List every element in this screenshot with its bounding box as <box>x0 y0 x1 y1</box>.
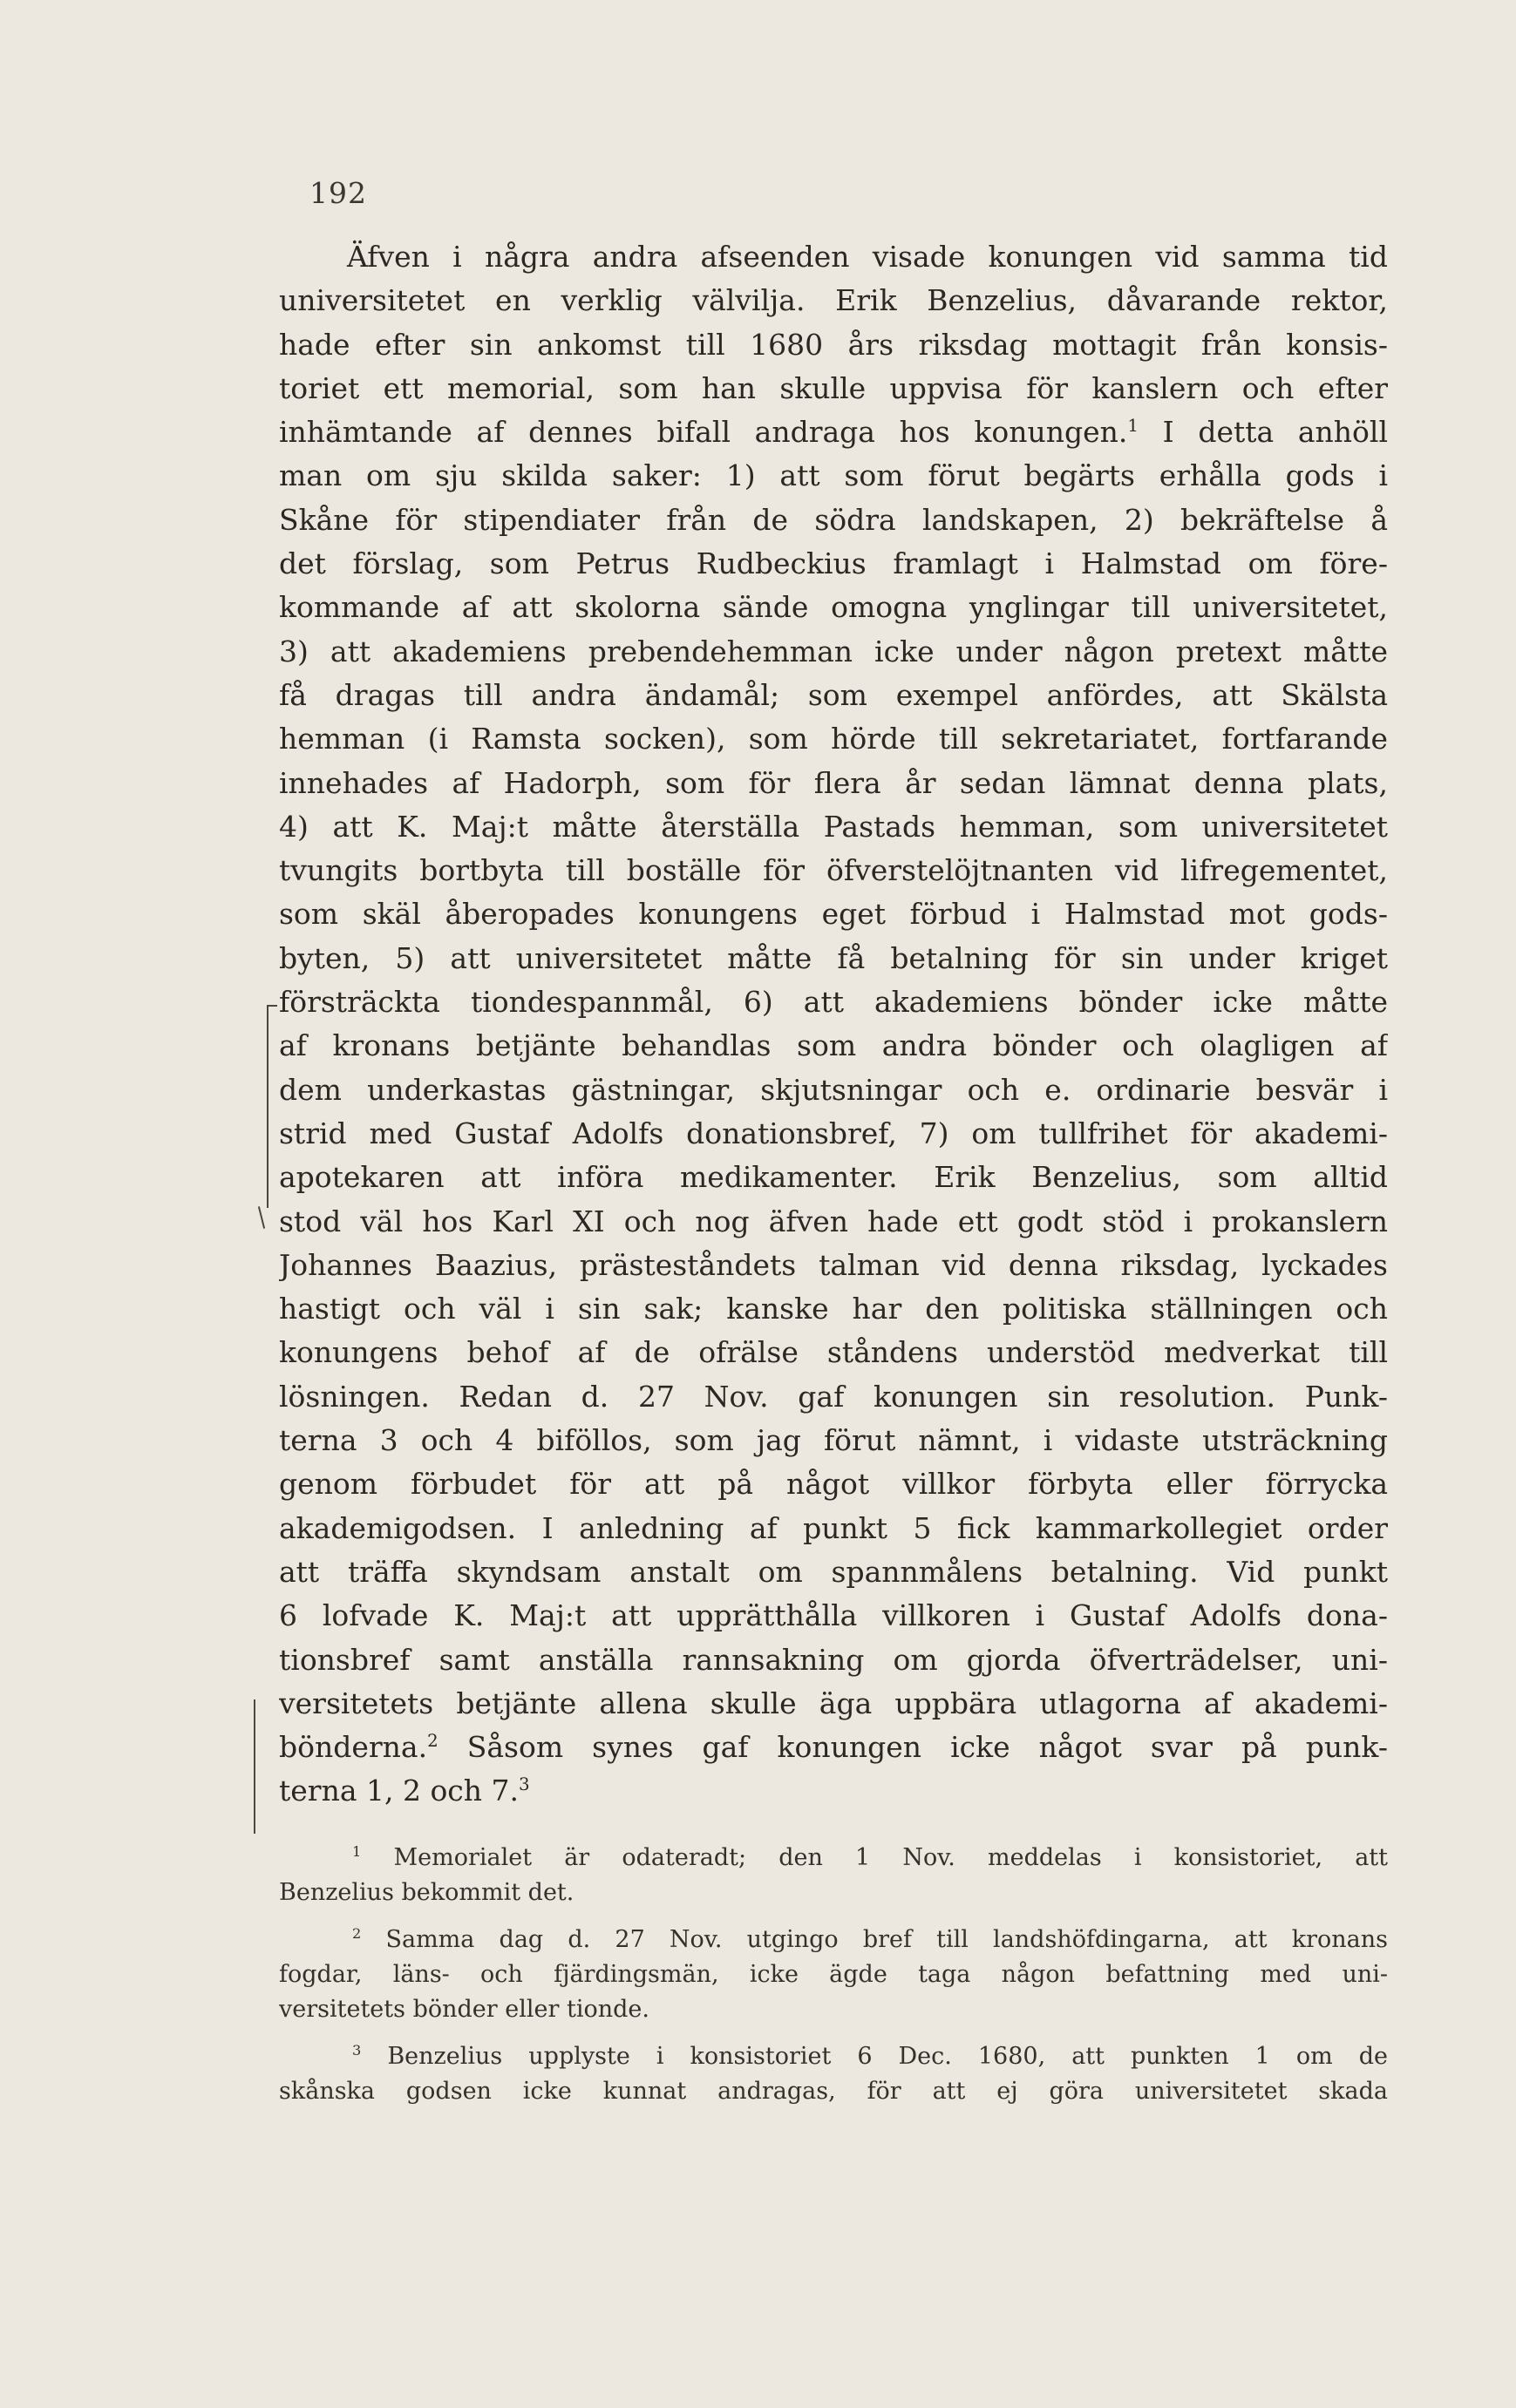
text-line: af kronans betjänte behandlas som andra bönder och olagligen af <box>279 1028 1388 1063</box>
text-line: konungens behof af de ofrälse ståndens understöd medverkat till <box>279 1335 1388 1370</box>
text-line: hastigt och väl i sin sak; kanske har den politiska ställningen och <box>279 1292 1388 1326</box>
text-line: tionsbref samt anställa rannsakning om gjorda öfverträdelser, uni- <box>279 1642 1388 1677</box>
footnote-text: Benzelius upplyste i konsistoriet 6 Dec. 1680, att punkten 1 om de <box>387 2043 1388 2070</box>
text-line: akademigodsen. I anledning af punkt 5 fick kammarkollegiet order <box>279 1510 1388 1545</box>
text-line: byten, 5) att universitetet måtte få betalning för sin under kriget <box>279 940 1388 975</box>
footnote-1-line: Benzelius bekommit det. <box>279 1879 574 1906</box>
text-line <box>279 1769 1388 1813</box>
text-line: Äfven i några andra afseenden visade konungen vid samma tid <box>347 240 1388 274</box>
footnote-ref-2: 2 <box>427 1731 438 1752</box>
footnote-mark-2: 2 <box>352 1925 362 1942</box>
text-line: stod väl hos Karl XI och nog äfven hade ett godt stöd i prokanslern <box>279 1204 1388 1238</box>
text-line: 4) att K. Maj:t måtte återställa Pastads hemman, som universitetet <box>279 809 1388 844</box>
text-line: tvungits bortbyta till boställe för öfverstelöjtnanten vid lifregementet, <box>279 853 1388 888</box>
text-line: strid med Gustaf Adolfs donationsbref, 7) om tullfrihet för akademi- <box>279 1116 1388 1150</box>
text-fragment: Såsom synes gaf konungen icke något svar på punk- <box>466 1730 1388 1765</box>
margin-line-mark <box>254 1699 255 1834</box>
footnote-1-line <box>279 1841 1388 1876</box>
footnote-3-line <box>279 2039 1388 2074</box>
body-text <box>279 235 1388 1814</box>
footnotes <box>279 1841 1388 2109</box>
text-fragment: inhämtande af dennes bifall andraga hos konungen. <box>279 415 1128 450</box>
text-fragment: terna 1, 2 och 7. <box>279 1774 520 1808</box>
text-line <box>279 410 1388 454</box>
text-line: att träffa skyndsam anstalt om spannmålens betalning. Vid punkt <box>279 1554 1388 1589</box>
margin-bracket-tail-mark <box>258 1206 265 1229</box>
footnote-spacer <box>279 2027 1388 2039</box>
text-line: Skåne för stipendiater från de södra landskapen, 2) bekräftelse å <box>279 502 1388 537</box>
text-fragment: bönderna. <box>279 1730 428 1765</box>
footnote-2-line: fogdar, läns- och fjärdingsmän, icke ägde taga någon befattning med uni- <box>279 1961 1388 1988</box>
text-line: lösningen. Redan d. 27 Nov. gaf konungen sin resolution. Punk- <box>279 1379 1388 1414</box>
footnote-text: Samma dag d. 27 Nov. utgingo bref till landshöfdingarna, att kronans <box>385 1926 1388 1953</box>
text-fragment: I detta anhöll <box>1162 415 1388 450</box>
text-line: kommande af att skolorna sände omogna ynglingar till universitetet, <box>279 590 1388 625</box>
text-line <box>279 1726 1388 1769</box>
text-line: man om sju skilda saker: 1) att som förut begärts erhålla gods i <box>279 458 1388 493</box>
text-line: universitetet en verklig välvilja. Erik Benzelius, dåvarande rektor, <box>279 283 1388 318</box>
footnote-ref-3: 3 <box>519 1774 530 1795</box>
footnote-mark-3: 3 <box>352 2042 362 2059</box>
text-line: innehades af Hadorph, som för flera år sedan lämnat denna plats, <box>279 765 1388 800</box>
margin-bracket-mark <box>267 1005 277 1208</box>
footnote-ref-1: 1 <box>1127 416 1139 437</box>
text-line: försträckta tiondespannmål, 6) att akademiens bönder icke måtte <box>279 985 1388 1020</box>
text-line: dem underkastas gästningar, skjutsningar och e. ordinarie besvär i <box>279 1072 1388 1107</box>
text-line: hade efter sin ankomst till 1680 års riksdag mottagit från konsis- <box>279 327 1388 362</box>
text-line: versitetets betjänte allena skulle äga uppbära utlagorna af akademi- <box>279 1686 1388 1720</box>
footnote-text: Memorialet är odateradt; den 1 Nov. meddelas i konsistoriet, att <box>393 1844 1388 1871</box>
footnote-2-line: versitetets bönder eller tionde. <box>279 1996 649 2023</box>
text-line: det förslag, som Petrus Rudbeckius framlagt i Halmstad om före- <box>279 546 1388 581</box>
text-line: som skäl åberopades konungens eget förbud i Halmstad mot gods- <box>279 897 1388 932</box>
footnote-2-line <box>279 1923 1388 1957</box>
text-line: 6 lofvade K. Maj:t att upprätthålla villkoren i Gustaf Adolfs dona- <box>279 1598 1388 1633</box>
page-number: 192 <box>309 176 367 210</box>
text-line: Johannes Baazius, prästeståndets talman vid denna riksdag, lyckades <box>279 1247 1388 1282</box>
text-line: toriet ett memorial, som han skulle uppvisa för kanslern och efter <box>279 370 1388 405</box>
text-line: hemman (i Ramsta socken), som hörde till sekretariatet, fortfarande <box>279 722 1388 756</box>
text-line: 3) att akademiens prebendehemman icke under någon pretext måtte <box>279 634 1388 668</box>
text-line: apotekaren att införa medikamenter. Erik Benzelius, som alltid <box>279 1160 1388 1195</box>
text-line: genom förbudet för att på något villkor förbyta eller förrycka <box>279 1467 1388 1502</box>
text-line: terna 3 och 4 biföllos, som jag förut nämnt, i vidaste utsträckning <box>279 1423 1388 1458</box>
footnote-mark-1: 1 <box>352 1843 362 1860</box>
text-line: få dragas till andra ändamål; som exempel anfördes, att Skälsta <box>279 677 1388 712</box>
footnote-spacer <box>279 1910 1388 1923</box>
footnote-3-line: skånska godsen icke kunnat andragas, för att ej göra universitetet skada <box>279 2078 1388 2105</box>
